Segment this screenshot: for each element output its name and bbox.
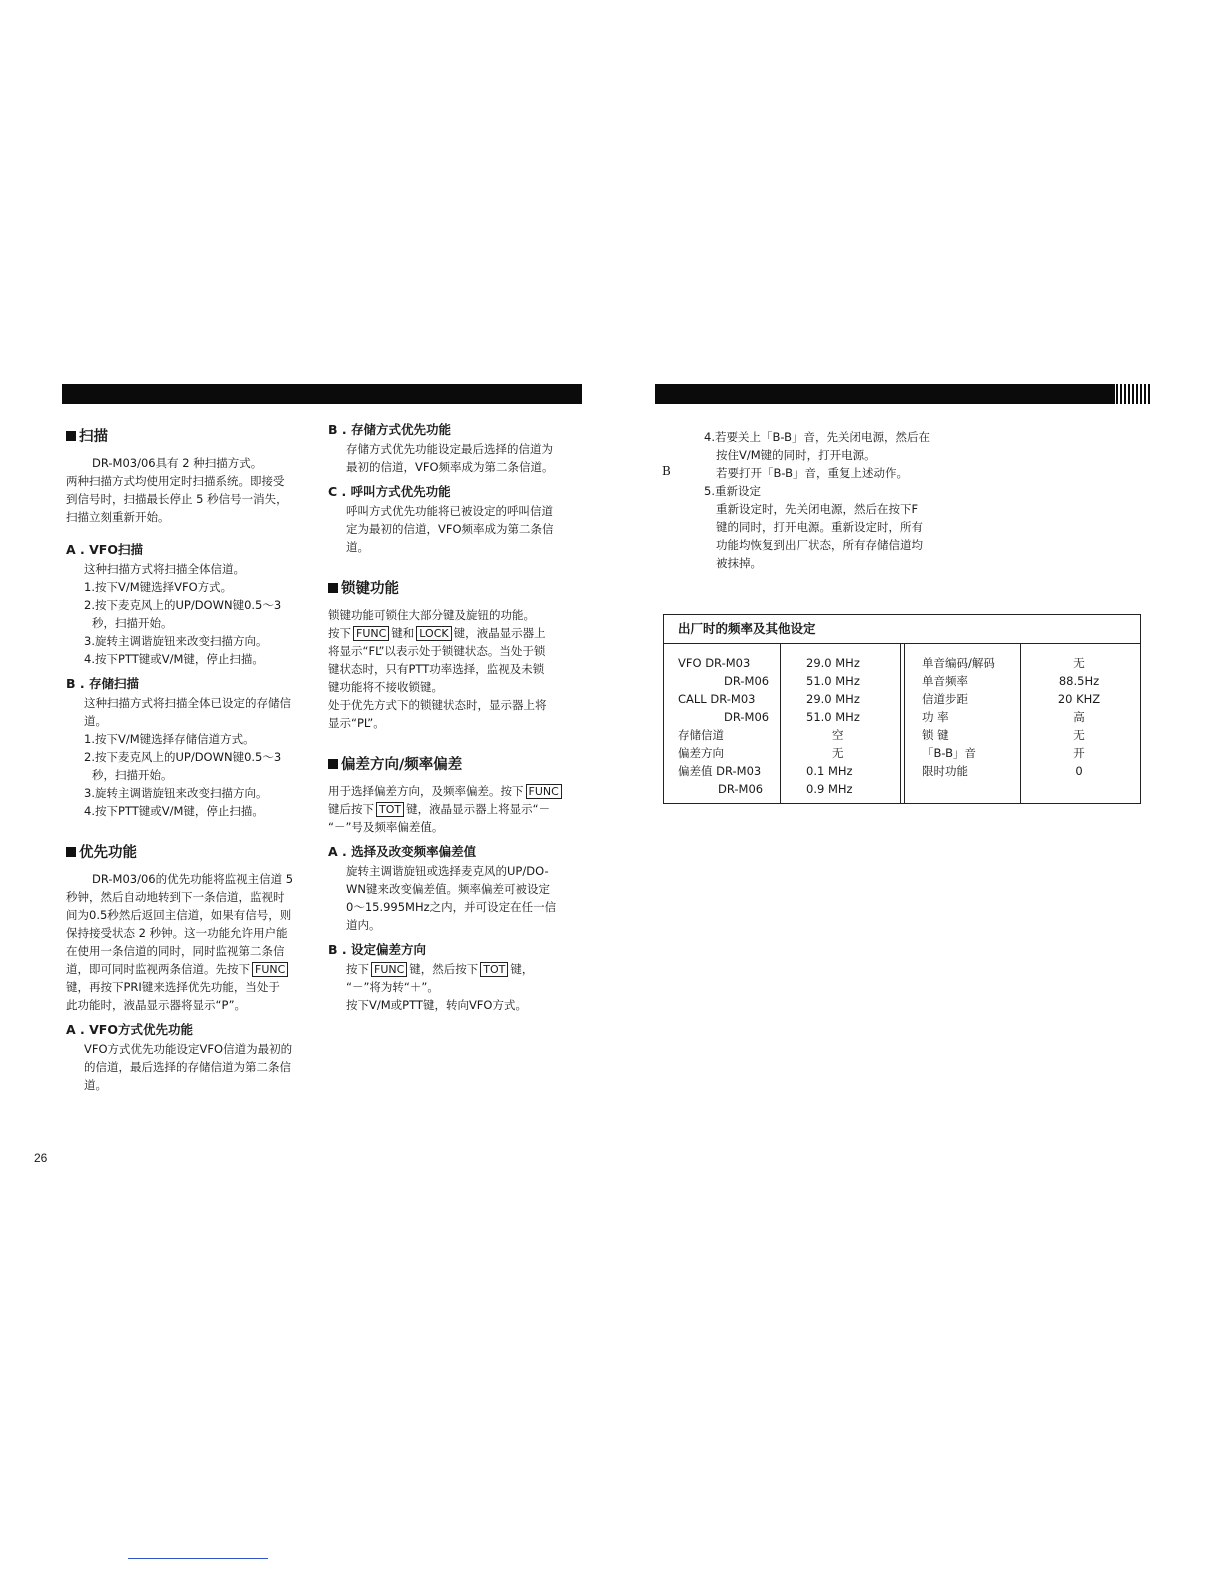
table-col-4: [1034, 654, 1124, 780]
lock-heading: 锁键功能: [328, 578, 568, 600]
mem-priority-text: 存储方式优先功能设定最后选择的信道为: [346, 442, 553, 456]
call-priority-text: 定为最初的信道，VFO频率成为第二条信: [346, 522, 554, 536]
lock-key: LOCK: [416, 626, 451, 641]
page-number: 26: [34, 1151, 48, 1165]
mem-scan-desc: 道。: [84, 714, 107, 728]
table-cell: 锁 键: [922, 728, 949, 742]
item-4: 按住V/M键的同时，打开电源。: [716, 448, 876, 462]
priority-text: 在使用一条信道的同时，同时监视第二条信: [66, 944, 285, 958]
vfo-priority-text: 的信道，最后选择的存储信道为第二条信: [84, 1060, 291, 1074]
mem-priority-text: 最初的信道，VFO频率成为第二条信道。: [346, 460, 554, 474]
table-cell: 限时功能: [922, 764, 968, 778]
table-cell: CALL DR-M03: [678, 692, 756, 706]
tot-key: TOT: [480, 962, 508, 977]
mem-step: 4.按下PTT键或V/M键，停止扫描。: [84, 804, 264, 818]
tot-key: TOT: [376, 802, 404, 817]
table-cell: 无: [1073, 656, 1085, 670]
mem-scan-desc: 这种扫描方式将扫描全体已设定的存储信: [84, 696, 291, 710]
mem-step: 3.旋转主调谐旋钮来改变扫描方向。: [84, 786, 268, 800]
offset-b-text: “－”将为转“＋”。: [346, 980, 439, 994]
table-cell: 单音编码/解码: [922, 656, 995, 670]
table-cell: 无: [832, 746, 844, 760]
priority-text: 间为0.5秒然后返回主信道，如果有信号，则: [66, 908, 292, 922]
priority-text: DR-M03/06的优先功能将监视主信道 5: [92, 872, 294, 886]
scan-heading: 扫描: [66, 426, 316, 448]
vfo-priority-text: VFO方式优先功能设定VFO信道为最初的: [84, 1042, 293, 1056]
offset-text: 用于选择偏差方向，及频率偏差。按下 FUNC: [328, 782, 568, 800]
mem-scan-heading: B . 存储扫描: [66, 676, 139, 691]
table-cell: DR-M06: [724, 710, 770, 724]
table-cell: 开: [1073, 746, 1085, 760]
table-divider: [904, 644, 905, 804]
middle-column: [328, 420, 568, 1014]
priority-text: 秒钟，然后自动地转到下一条信道，监视时: [66, 890, 285, 904]
table-cell: 「B-B」音: [922, 746, 977, 760]
margin-marker: B: [662, 464, 671, 478]
table-cell: DR-M06: [724, 674, 770, 688]
vfo-step: 1.按下V/M键选择VFO方式。: [84, 580, 233, 594]
table-col-3: [922, 654, 1022, 780]
table-cell: 信道步距: [922, 692, 968, 706]
vfo-step: 2.按下麦克风上的UP/DOWN键0.5～3: [84, 598, 282, 612]
vfo-scan-heading: A . VFO扫描: [66, 542, 143, 557]
offset-a-text: 旋转主调谐旋钮或选择麦克风的UP/DO-: [346, 864, 549, 878]
lock-text: 键功能将不接收锁键。: [328, 680, 443, 694]
item-5: 重新设定时，先关闭电源，然后在按下F: [716, 502, 919, 516]
priority-text: 保持接受状态 2 秒钟。这一功能允许用户能: [66, 926, 288, 940]
header-bar-right: [655, 384, 1115, 404]
table-cell: 偏差方向: [678, 746, 724, 760]
table-cell: 88.5Hz: [1058, 674, 1100, 688]
table-cell: 20 KHZ: [1057, 692, 1101, 706]
item-5: 5.重新设定: [704, 484, 761, 498]
table-cell: 单音频率: [922, 674, 968, 688]
func-key: FUNC: [526, 784, 562, 799]
table-col-1: [678, 654, 778, 798]
table-cell: 29.0 MHz: [806, 656, 860, 670]
table-cell: 存储信道: [678, 728, 724, 742]
table-cell: 51.0 MHz: [806, 710, 860, 724]
priority-text: 键，再按下PRI键来选择优先功能，当处于: [66, 980, 280, 994]
func-key: FUNC: [252, 962, 288, 977]
item-5: 被抹掉。: [716, 556, 762, 570]
lock-text: 将显示“FL”以表示处于锁键状态。当处于锁: [328, 644, 546, 658]
scan-intro: 到信号时，扫描最长停止 5 秒信号一消失，: [66, 492, 288, 506]
table-cell: 29.0 MHz: [806, 692, 860, 706]
table-col-2: [806, 654, 896, 798]
table-cell: 高: [1073, 710, 1085, 724]
vfo-step: 秒，扫描开始。: [92, 616, 173, 630]
table-cell: 偏差值 DR-M03: [678, 764, 762, 778]
priority-heading: 优先功能: [66, 842, 316, 864]
square-bullet-icon: [328, 759, 338, 769]
footer-line: [128, 1558, 268, 1559]
table-cell: DR-M06: [718, 782, 764, 796]
offset-a-text: 道内。: [346, 918, 381, 932]
offset-text: “－”号及频率偏差值。: [328, 820, 444, 834]
table-cell: 51.0 MHz: [806, 674, 860, 688]
call-priority-text: 呼叫方式优先功能将已被设定的呼叫信道: [346, 504, 553, 518]
item-4: 4.若要关上「B-B」音，先关闭电源，然后在: [704, 430, 930, 444]
offset-b-heading: B . 设定偏差方向: [328, 942, 426, 957]
priority-text: 道，即可同时监视两条信道。先按下 FUNC: [66, 960, 316, 978]
table-body: [664, 644, 1140, 804]
mem-priority-heading: B . 存储方式优先功能: [328, 422, 451, 437]
item-5: 功能均恢复到出厂状态，所有存储信道均: [716, 538, 923, 552]
func-key: FUNC: [371, 962, 407, 977]
table-cell: 0.1 MHz: [806, 764, 853, 778]
table-divider: [900, 644, 901, 804]
lock-text: 锁键功能可锁住大部分键及旋钮的功能。: [328, 608, 535, 622]
offset-text: 键后按下 TOT 键，液晶显示器上将显示“－: [328, 802, 551, 816]
priority-text: 此功能时，液晶显示器将显示“P”。: [66, 998, 247, 1012]
mem-step: 2.按下麦克风上的UP/DOWN键0.5～3: [84, 750, 282, 764]
table-title: 出厂时的频率及其他设定: [664, 615, 1140, 644]
table-cell: VFO DR-M03: [678, 656, 751, 670]
offset-b-text: 按下 FUNC 键，然后按下 TOT 键，: [346, 962, 534, 976]
offset-a-text: WN键来改变偏差值。频率偏差可被设定: [346, 882, 550, 896]
table-cell: 无: [1073, 728, 1085, 742]
vfo-priority-text: 道。: [84, 1078, 107, 1092]
lock-text: 显示“PL”。: [328, 716, 385, 730]
lock-text: 按下 FUNC 键和 LOCK 键，液晶显示器上: [328, 626, 546, 640]
offset-a-heading: A . 选择及改变频率偏差值: [328, 844, 477, 859]
scan-intro: 两种扫描方式均使用定时扫描系统。即接受: [66, 474, 285, 488]
lock-text: 处于优先方式下的锁键状态时，显示器上将: [328, 698, 547, 712]
lock-text: 键状态时，只有PTT功率选择，监视及未锁: [328, 662, 545, 676]
scan-intro: 扫描立刻重新开始。: [66, 510, 170, 524]
table-cell: 0: [1075, 764, 1083, 778]
item-4: 若要打开「B-B」音，重复上述动作。: [716, 466, 909, 480]
vfo-priority-heading: A . VFO方式优先功能: [66, 1022, 193, 1037]
mem-step: 秒，扫描开始。: [92, 768, 173, 782]
left-column: [66, 426, 316, 1094]
square-bullet-icon: [328, 583, 338, 593]
right-column: [690, 428, 950, 572]
offset-b-text: 按下V/M或PTT键，转向VFO方式。: [346, 998, 527, 1012]
header-bar-left: [62, 384, 582, 404]
vfo-step: 3.旋转主调谐旋钮来改变扫描方向。: [84, 634, 268, 648]
mem-step: 1.按下V/M键选择存储信道方式。: [84, 732, 255, 746]
square-bullet-icon: [66, 431, 76, 441]
table-divider: [780, 644, 781, 804]
table-cell: 功 率: [922, 710, 949, 724]
vfo-scan-desc: 这种扫描方式将扫描全体信道。: [84, 562, 245, 576]
header-bar-ticks: [1116, 384, 1152, 404]
table-cell: 0.9 MHz: [806, 782, 853, 796]
offset-heading: 偏差方向/频率偏差: [328, 754, 568, 776]
call-priority-heading: C . 呼叫方式优先功能: [328, 484, 451, 499]
scan-intro: DR-M03/06具有 2 种扫描方式。: [92, 456, 263, 470]
offset-a-text: 0～15.995MHz之内，并可设定在任一信: [346, 900, 557, 914]
func-key: FUNC: [353, 626, 389, 641]
square-bullet-icon: [66, 847, 76, 857]
item-5: 键的同时，打开电源。重新设定时，所有: [716, 520, 923, 534]
table-cell: 空: [832, 728, 844, 742]
vfo-step: 4.按下PTT键或V/M键，停止扫描。: [84, 652, 264, 666]
factory-settings-table: [663, 614, 1141, 804]
call-priority-text: 道。: [346, 540, 369, 554]
